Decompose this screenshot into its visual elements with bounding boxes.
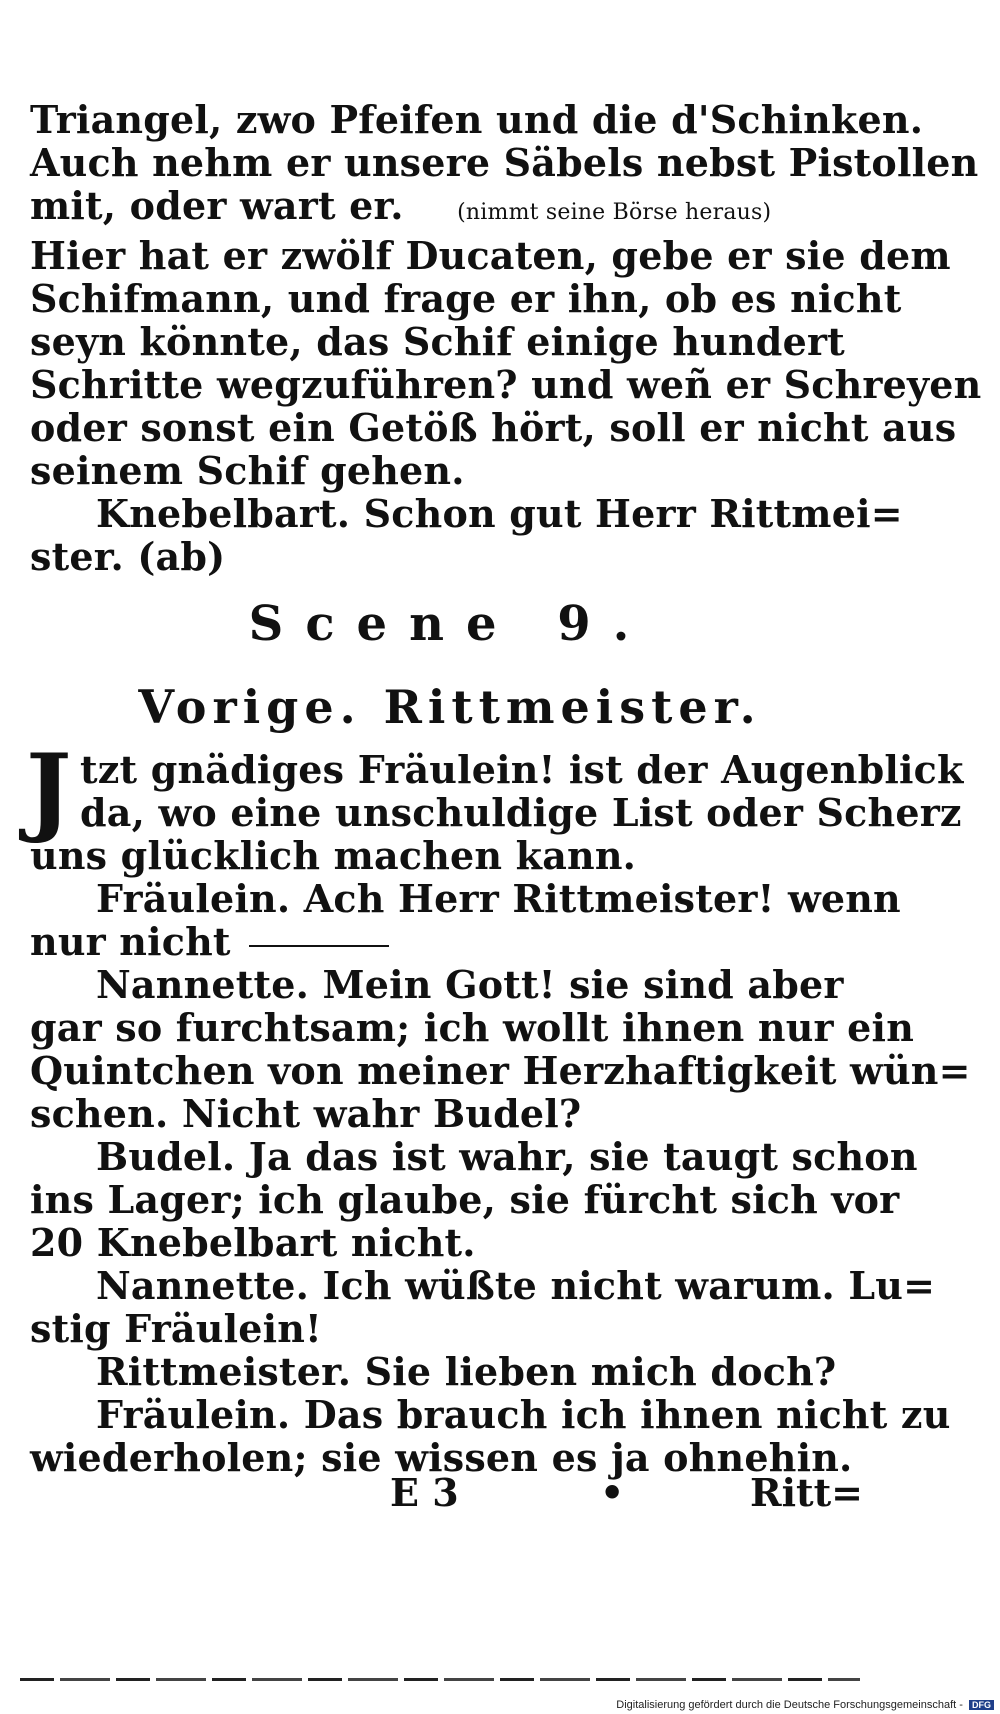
- text-fragment: stig Fräulein!: [30, 1306, 322, 1351]
- text-line: Hier hat er zwölf Ducaten, gebe er sie dem: [30, 233, 951, 278]
- text-line: ster. (ab): [30, 534, 226, 579]
- speaker-line: [30, 876, 901, 921]
- dialogue-block: [30, 747, 971, 1480]
- text-line: [30, 1177, 900, 1222]
- text-line: [30, 1048, 971, 1093]
- drop-cap: J: [26, 733, 72, 846]
- text-line: [30, 1221, 850, 1264]
- persons-heading: Vorige. Rittmeister.: [138, 680, 762, 734]
- credit-text: Digitalisierung gefördert durch die Deutsche Forschungsgemeinschaft -: [616, 1699, 963, 1711]
- stage-direction: (nimmt seine Börse heraus): [457, 200, 772, 225]
- speaker-line: [30, 1134, 918, 1179]
- speaker-line: [30, 1392, 951, 1437]
- page-bottom-edge: [20, 1678, 860, 1681]
- text-fragment: uns glücklich machen kann.: [30, 833, 637, 878]
- text-fragment: ins Lager; ich glaube, sie fürcht sich vor: [30, 1177, 900, 1222]
- top-paragraph: [30, 97, 982, 579]
- speaker-line: [30, 1263, 936, 1308]
- text-line: [30, 920, 850, 963]
- signature-mark: E 3: [390, 1470, 459, 1515]
- text-fragment: Quintchen von meiner Herzhaftigkeit wün=: [30, 1048, 971, 1093]
- text-fragment: schen. Nicht wahr Budel?: [30, 1091, 582, 1136]
- text-fragment: Fräulein. Ach Herr Rittmeister! wenn: [96, 876, 901, 921]
- text-fragment: gar so furchtsam; ich wollt ihnen nur ein: [30, 1005, 915, 1050]
- text-fragment: Budel. Ja das ist wahr, sie taugt schon: [96, 1134, 918, 1179]
- text-fragment: wiederholen; sie wissen es ja ohnehin.: [30, 1435, 853, 1480]
- dialogue-lines: [30, 833, 971, 1480]
- dfg-logo: DFG: [969, 1700, 994, 1710]
- text-line: [30, 184, 850, 234]
- text-line: seyn könnte, das Schif einige hundert: [30, 319, 845, 364]
- text-line: tzt gnädiges Fräulein! ist der Augenblick: [80, 747, 964, 792]
- text-line: Triangel, zwo Pfeifen und die d'Schinken.: [30, 97, 924, 142]
- speaker-line: Knebelbart. Schon gut Herr Rittmei=: [96, 491, 903, 536]
- text-fragment: 20 Knebelbart nicht.: [30, 1220, 476, 1265]
- text-line: Schritte wegzuführen? und weñ er Schreyen: [30, 362, 982, 407]
- text-line: oder sonst ein Getöß hört, soll er nicht aus: [30, 405, 957, 450]
- catchword: Ritt=: [750, 1470, 863, 1515]
- text-fragment: Nannette. Mein Gott! sie sind aber: [96, 962, 844, 1007]
- text-line: da, wo eine unschuldige List oder Scherz: [80, 790, 962, 835]
- footer-dot: •: [600, 1470, 625, 1515]
- digitization-credit: [616, 1699, 994, 1711]
- text-fragment: mit, oder wart er.: [30, 183, 404, 228]
- em-dash-rule: [249, 945, 389, 947]
- text-fragment: Fräulein. Das brauch ich ihnen nicht zu: [96, 1392, 951, 1437]
- scene-title: Scene 9.: [248, 596, 652, 652]
- text-line: [30, 834, 850, 877]
- speaker-line: [30, 963, 850, 1006]
- speaker-line: [30, 1350, 850, 1393]
- text-line: Schifmann, und frage er ihn, ob es nicht: [30, 276, 902, 321]
- text-line: [30, 1307, 850, 1350]
- text-fragment: Nannette. Ich wüßte nicht warum. Lu=: [96, 1263, 936, 1308]
- text-fragment: nur nicht: [30, 919, 231, 964]
- text-line: [30, 1005, 915, 1050]
- text-line: Auch nehm er unsere Säbels nebst Pistollen: [30, 140, 979, 185]
- text-line: [30, 1092, 850, 1135]
- text-fragment: Rittmeister. Sie lieben mich doch?: [96, 1349, 837, 1394]
- text-line: seinem Schif gehen.: [30, 448, 465, 493]
